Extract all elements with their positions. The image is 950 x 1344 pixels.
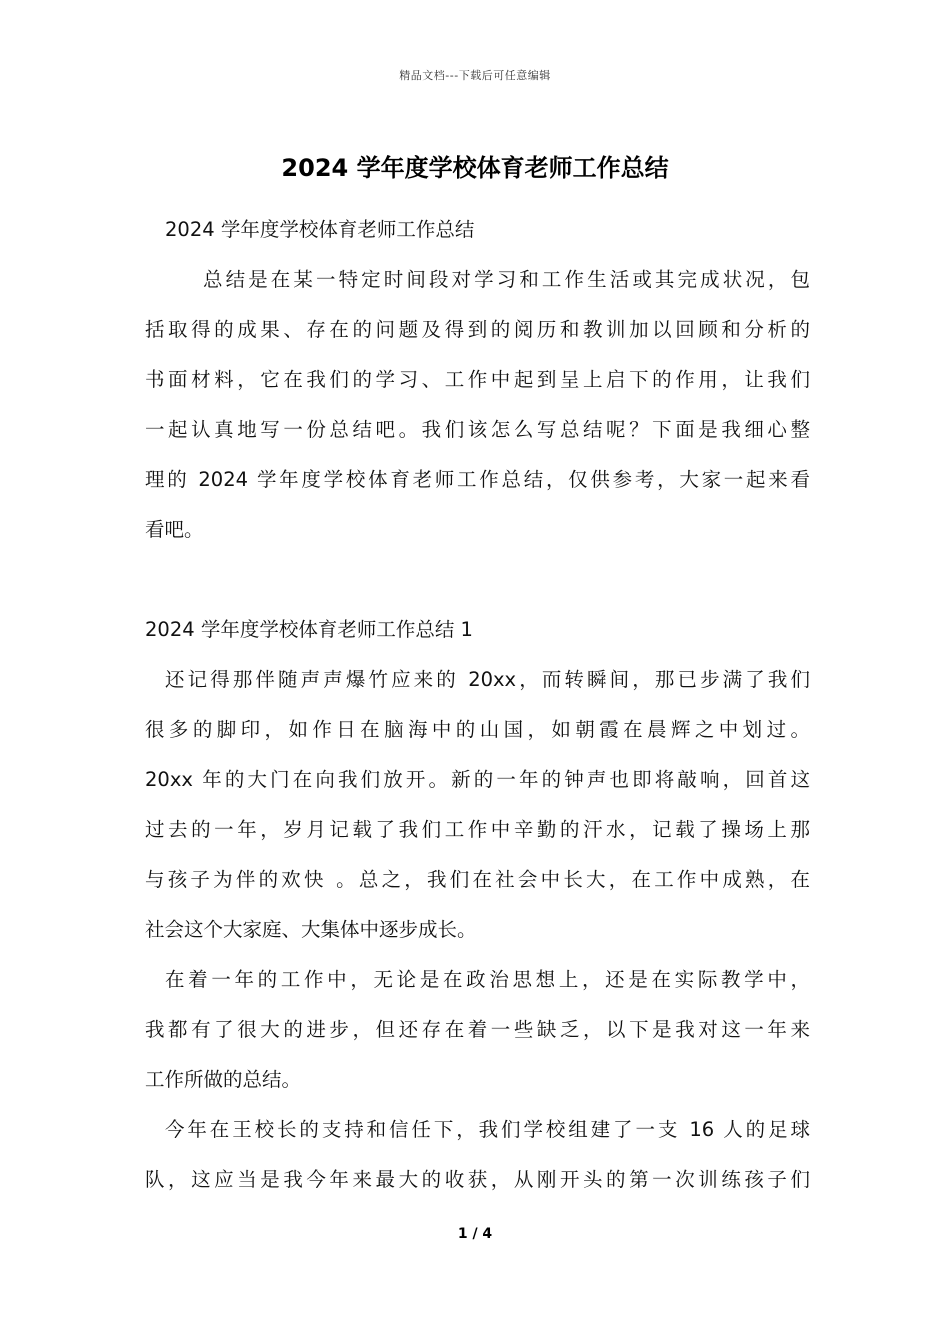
paragraph-line: 队，这应当是我今年来最大的收获，从刚开头的第一次训练孩子们 (145, 1168, 810, 1191)
paragraph-line: 理的 2024 学年度学校体育老师工作总结，仅供参考，大家一起来看 (145, 468, 810, 491)
paragraph-line: 工作所做的总结。 (145, 1068, 302, 1091)
paragraph-line: 还记得那伴随声声爆竹应来的 20xx，而转瞬间，那已步满了我们 (165, 668, 810, 691)
paragraph-line: 很多的脚印，如作日在脑海中的山国，如朝霞在晨辉之中划过。 (145, 718, 810, 741)
document-title: 2024 学年度学校体育老师工作总结 (281, 154, 669, 182)
paragraph-line: 总结是在某一特定时间段对学习和工作生活或其完成状况，包 (203, 268, 810, 291)
subtitle: 2024 学年度学校体育老师工作总结 (165, 218, 475, 241)
paragraph-line: 20xx 年的大门在向我们放开。新的一年的钟声也即将敲响，回首这 (145, 768, 810, 791)
paragraph-1 (145, 655, 810, 955)
paragraph-line: 看吧。 (145, 518, 204, 541)
paragraph-line: 一起认真地写一份总结吧。我们该怎么写总结呢？下面是我细心整 (145, 418, 810, 441)
paragraph-3 (145, 1105, 810, 1205)
paragraph-line: 社会这个大家庭、大集体中逐步成长。 (145, 918, 477, 941)
paragraph-line: 书面材料，它在我们的学习、工作中起到呈上启下的作用，让我们 (145, 368, 810, 391)
paragraph-line: 与孩子为伴的欢快 。总之，我们在社会中长大，在工作中成熟，在 (145, 868, 810, 891)
paragraph-line: 今年在王校长的支持和信任下，我们学校组建了一支 16 人的足球 (165, 1118, 810, 1141)
header-note: 精品文档---下载后可任意编辑 (399, 69, 551, 82)
page-number: 1 / 4 (457, 1226, 493, 1242)
paragraph-gap (145, 555, 810, 605)
section-heading: 2024 学年度学校体育老师工作总结 1 (145, 618, 473, 641)
paragraph-2 (145, 955, 810, 1105)
paragraph-line: 我都有了很大的进步，但还存在着一些缺乏，以下是我对这一年来 (145, 1018, 810, 1041)
paragraph-line: 括取得的成果、存在的问题及得到的阅历和教训加以回顾和分析的 (145, 318, 810, 341)
intro-paragraph (145, 255, 810, 555)
paragraph-line: 在着一年的工作中，无论是在政治思想上，还是在实际教学中， (165, 968, 810, 991)
paragraph-line: 过去的一年，岁月记载了我们工作中辛勤的汗水，记载了操场上那 (145, 818, 810, 841)
document-body (145, 205, 810, 1205)
